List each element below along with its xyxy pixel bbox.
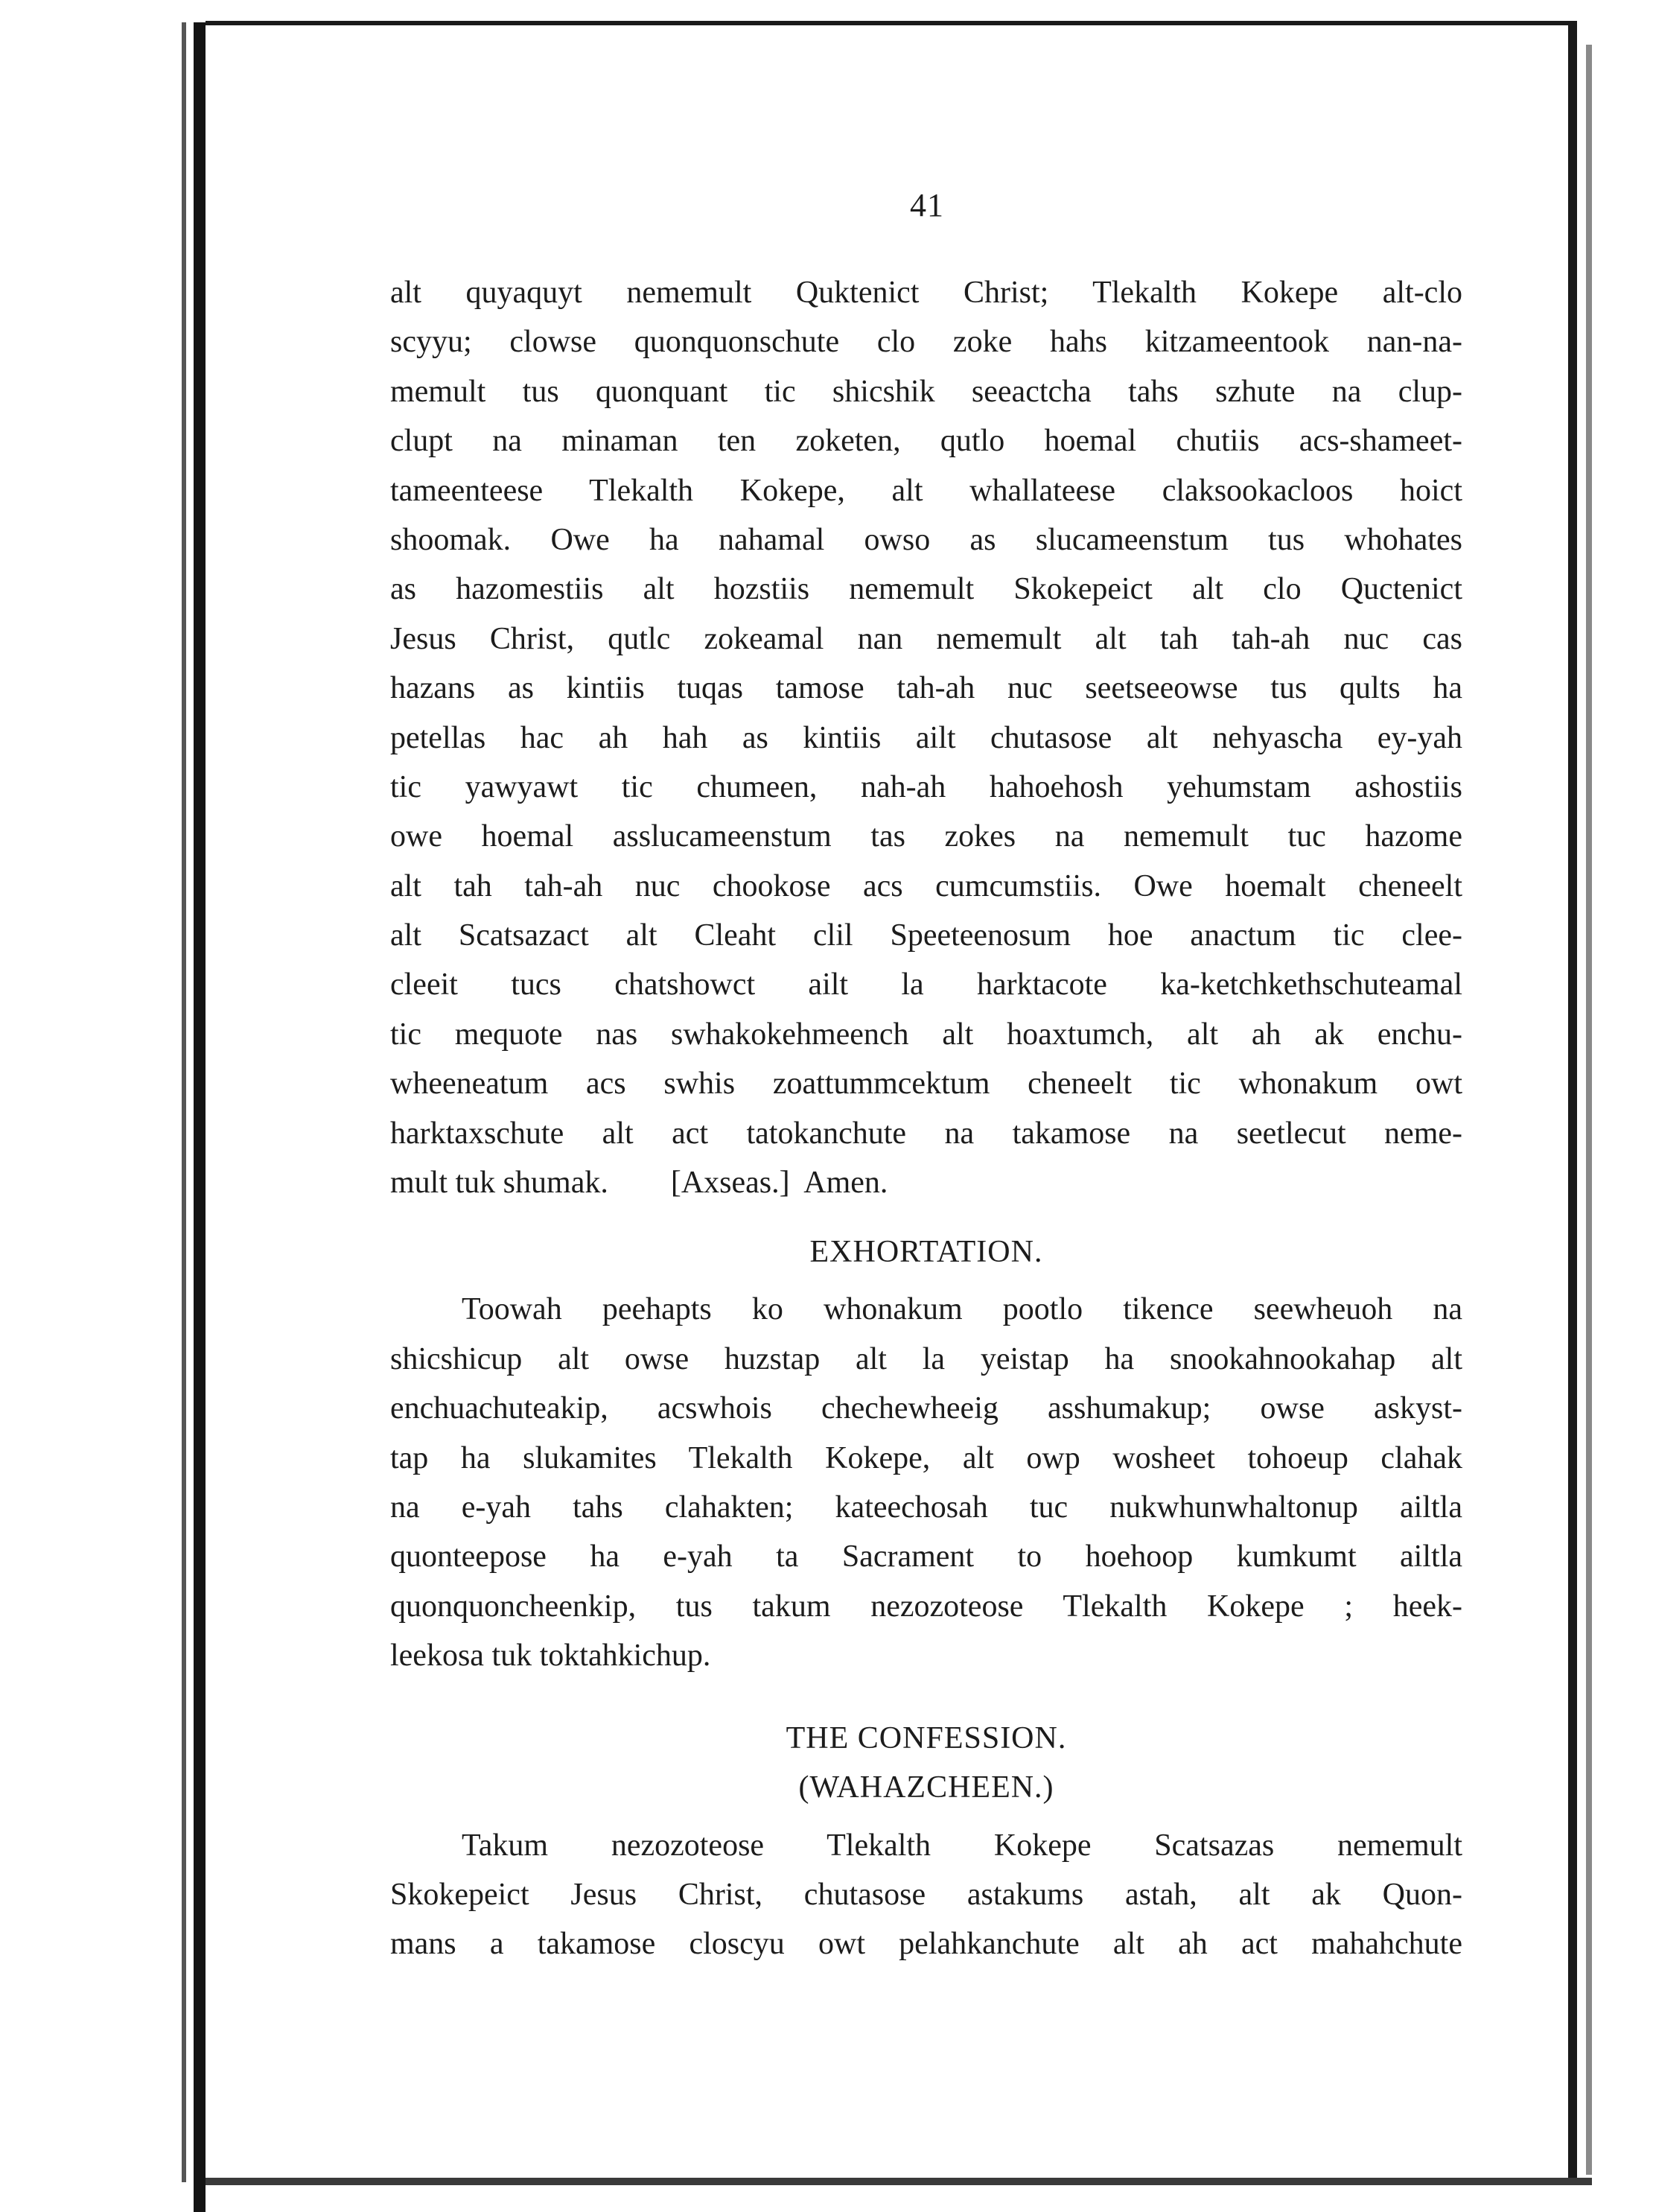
- text-line: hazans as kintiis tuqas tamose tah-ah nuc seetseeowse tus qults ha: [390, 671, 1462, 706]
- section-subheading-confession: (WAHAZCHEEN.): [798, 1770, 1054, 1805]
- text-line: Skokepeict Jesus Christ, chutasose astakums astah, alt ak Quon-: [390, 1877, 1462, 1912]
- right-page-edge: [1568, 21, 1577, 2181]
- text-line: tic mequote nas swhakokehmeench alt hoaxtumch, alt ah ak enchu-: [390, 1017, 1462, 1052]
- text-line: tic yawyawt tic chumeen, nah-ah hahoehosh yehumstam ashostiis: [390, 769, 1462, 804]
- text-line: wheeneatum acs swhis zoattummcektum cheneelt tic whonakum owt: [390, 1067, 1462, 1102]
- text-line: tap ha slukamites Tlekalth Kokepe, alt owp wosheet tohoeup clahak: [390, 1440, 1462, 1475]
- section-heading-exhortation: EXHORTATION.: [809, 1235, 1043, 1270]
- text-line: petellas hac ah hah as kintiis ailt chutasose alt nehyascha ey-yah: [390, 720, 1462, 755]
- page-body: [390, 268, 1462, 1969]
- text-line: mans a takamose closcyu owt pelahkanchute alt ah act mahahchute: [390, 1927, 1462, 1962]
- text-line: cleeit tucs chatshowct ailt la harktacote ka-ketchkethschuteamal: [390, 967, 1462, 1002]
- binding-gutter: [182, 22, 186, 2182]
- text-line: as hazomestiis alt hozstiis nememult Skokepeict alt clo Quctenict: [390, 572, 1462, 607]
- text-line: shicshicup alt owse huzstap alt la yeistap ha snookahnookahap alt: [390, 1341, 1462, 1376]
- text-line: na e-yah tahs clahakten; kateechosah tuc nukwhunwhaltonup ailtla: [390, 1490, 1462, 1525]
- text-line: Jesus Christ, qutlc zokeamal nan nememult alt tah tah-ah nuc cas: [390, 621, 1462, 656]
- section-heading-confession: THE CONFESSION.: [786, 1720, 1067, 1755]
- text-line: mult tuk shumak. [Axseas.] Amen.: [390, 1166, 888, 1201]
- paragraph-exhortation: [390, 1285, 1462, 1680]
- text-line: clupt na minaman ten zoketen, qutlo hoemal chutiis acs-shameet-: [390, 424, 1462, 459]
- text-line: alt quyaquyt nememult Quktenict Christ; Tlekalth Kokepe alt-clo: [390, 276, 1462, 310]
- text-line: quonteepose ha e-yah ta Sacrament to hoehoop kumkumt ailtla: [390, 1539, 1462, 1574]
- text-line: alt Scatsazact alt Cleaht clil Speeteenosum hoe anactum tic clee-: [390, 918, 1462, 953]
- text-line: memult tus quonquant tic shicshik seeactcha tahs szhute na clup-: [390, 374, 1462, 409]
- text-line: harktaxschute alt act tatokanchute na takamose na seetlecut neme-: [390, 1116, 1462, 1151]
- paragraph-prayer: [390, 268, 1462, 1207]
- page-number: 41: [910, 187, 944, 223]
- text-line: Takum nezozoteose Tlekalth Kokepe Scatsazas nememult: [462, 1828, 1462, 1863]
- right-page-shadow: [1586, 45, 1592, 2175]
- text-line: leekosa tuk toktahkichup.: [390, 1639, 711, 1674]
- text-line: enchuachuteakip, acswhois chechewheeig asshumakup; owse askyst-: [390, 1391, 1462, 1426]
- text-line: scyyu; clowse quonquonschute clo zoke hahs kitzameentook nan-na-: [390, 325, 1462, 360]
- text-line: shoomak. Owe ha nahamal owso as slucameenstum tus whohates: [390, 522, 1462, 557]
- text-line: Toowah peehapts ko whonakum pootlo tikence seewheuoh na: [462, 1292, 1462, 1327]
- text-line: quonquoncheenkip, tus takum nezozoteose Tlekalth Kokepe ; heek-: [390, 1589, 1462, 1624]
- bottom-page-edge: [206, 2178, 1592, 2185]
- text-line: tameenteese Tlekalth Kokepe, alt whallateese claksookacloos hoict: [390, 473, 1462, 508]
- text-line: owe hoemal asslucameenstum tas zokes na nememult tuc hazome: [390, 819, 1462, 854]
- left-page-edge: [0, 22, 206, 2212]
- text-line: alt tah tah-ah nuc chookose acs cumcumstiis. Owe hoemalt cheneelt: [390, 868, 1462, 903]
- paragraph-confession: [390, 1821, 1462, 1969]
